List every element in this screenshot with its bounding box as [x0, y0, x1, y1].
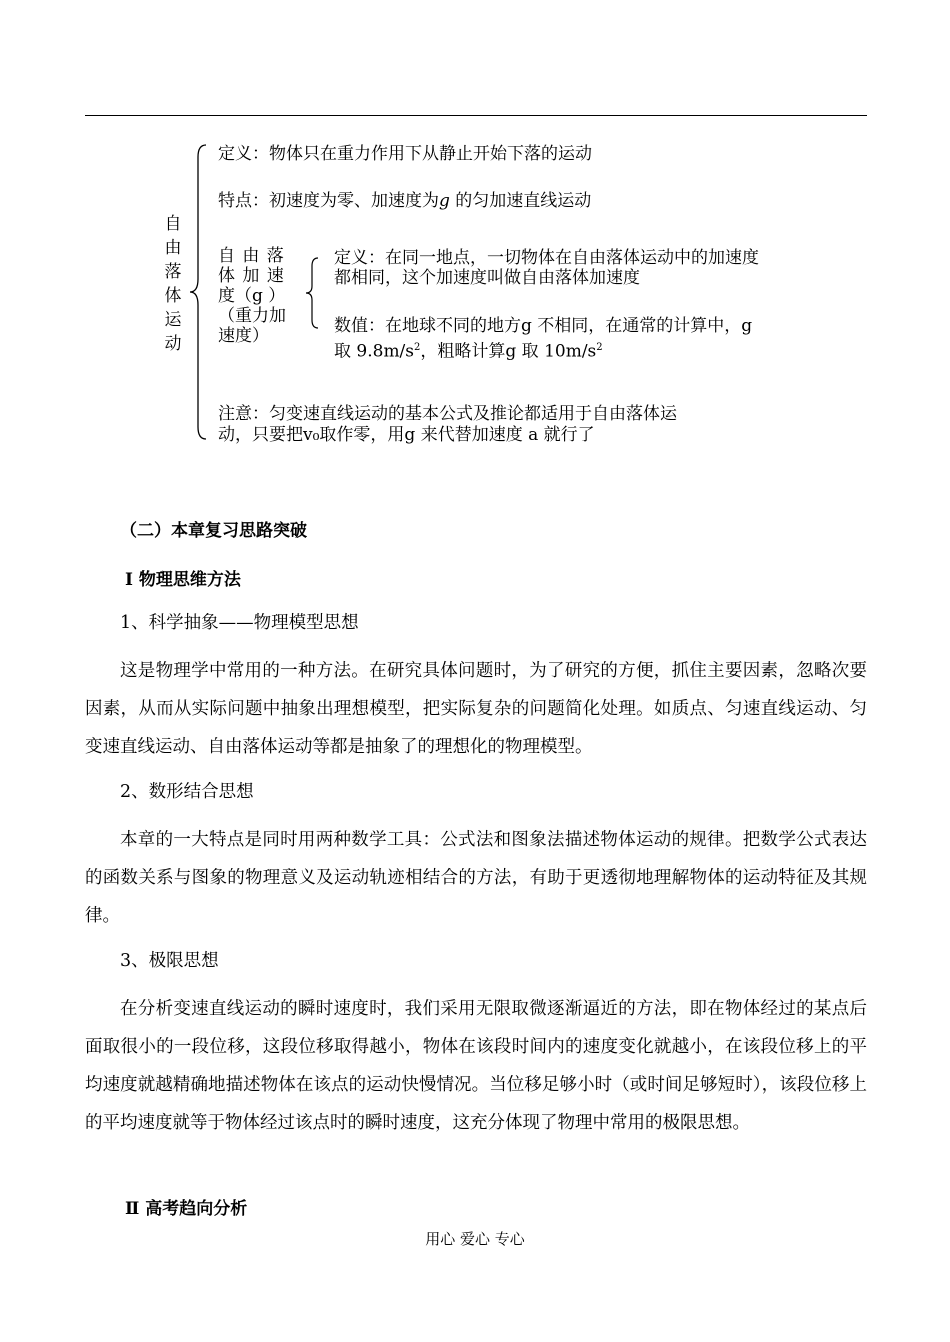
g-label-line2: 体 加 速 — [218, 266, 285, 286]
header-rule — [85, 115, 867, 116]
g-definition-line1: 定义：在同一地点，一切物体在自由落体运动中的加速度 — [334, 248, 759, 268]
tree-definition: 定义：物体只在重力作用下从静止开始下落的运动 — [218, 144, 592, 164]
method1-body: 这是物理学中常用的一种方法。在研究具体问题时，为了研究的方便，抓住主要因素，忽略次要因素，从而从实际问题中抽象出理想模型，把实际复杂的问题简化处理。如质点、匀速直线运动、匀变速直线运动、自由落体运动等都是抽象了的理想化的物理模型。 — [85, 661, 867, 757]
tree-root-label: 自 由 落 体 运 动 — [164, 214, 182, 354]
method2-body: 本章的一大特点是同时用两种数学工具：公式法和图象法描述物体运动的规律。把数学公式表达的函数关系与图象的物理意义及运动轨迹相结合的方法，有助于更透彻地理解物体的运动特征及其规律。 — [85, 830, 867, 926]
method2-title: 2、数形结合思想 — [120, 782, 254, 802]
method3-title: 3、极限思想 — [120, 951, 219, 971]
tree-feature: 特点：初速度为零、加速度为g 的匀加速直线运动 — [218, 191, 592, 211]
tree-note-line2: 动，只要把v₀取作零，用g 来代替加速度 a 就行了 — [218, 425, 595, 445]
main-brace — [186, 143, 210, 441]
method1-title: 1、科学抽象——物理模型思想 — [120, 613, 359, 633]
tree-note-line1: 注意：匀变速直线运动的基本公式及推论都适用于自由落体运 — [218, 404, 677, 424]
g-label-line4: （重力加 — [218, 306, 286, 326]
g-value-line2: 取 $9.8m/s^2$，粗略计算g 取 $10m/s^2$ — [334, 341, 603, 362]
g-label-line3: 度（g ） — [218, 286, 286, 306]
sub-brace — [302, 256, 322, 330]
g-value-line1: 数值：在地球不同的地方g 不相同，在通常的计算中，g — [334, 316, 753, 336]
subsection-title-methods: Ⅰ 物理思维方法 — [125, 570, 241, 590]
method3-body: 在分析变速直线运动的瞬时速度时，我们采用无限取微逐渐逼近的方法，即在物体经过的某点后面取很小的一段位移，这段位移取得越小，物体在该段时间内的速度变化就越小，在该段位移上的平均速度就越精确地描述物体在该点的运动快慢情况。当位移足够小时（或时间足够短时），该段位移上的平均速度就等于物体经过该点时的瞬时速度，这充分体现了物理中常用的极限思想。 — [85, 999, 867, 1133]
page-footer: 用心 爱心 专心 — [425, 1230, 525, 1248]
g-definition-line2: 都相同，这个加速度叫做自由落体加速度 — [334, 268, 640, 288]
g-label-line5: 速度） — [218, 326, 269, 346]
g-label-line1: 自 由 落 — [218, 246, 285, 266]
section-title: （二）本章复习思路突破 — [120, 521, 307, 541]
subsection-title-trend: Ⅱ 高考趋向分析 — [125, 1199, 248, 1219]
